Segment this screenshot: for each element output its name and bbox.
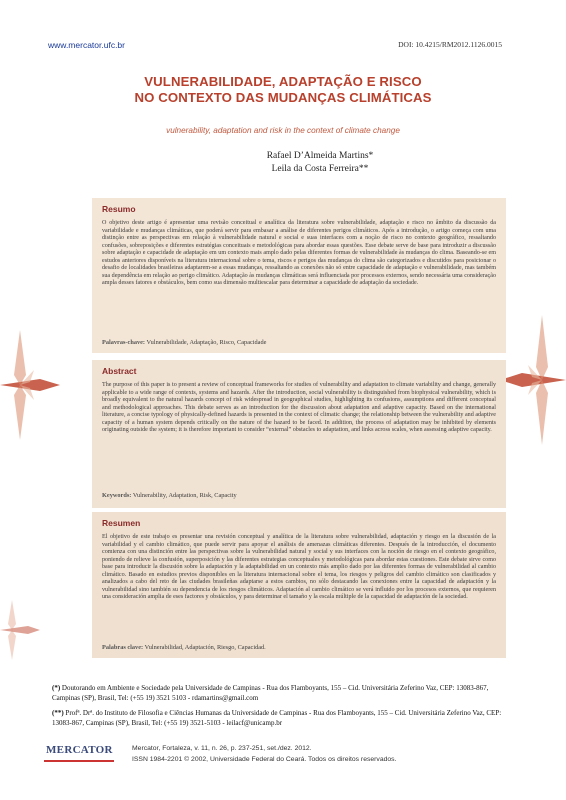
abstract-heading: Abstract xyxy=(102,366,137,376)
footnote-2 xyxy=(52,709,512,728)
footnote-1-text: Doutorando em Ambiente e Sociedade pela Universidade de Campinas - Rua dos Flamboyants, 155 – Cid. Universitária Zeferino Vaz, CEP: 13083-867, Campinas (SP), Brasil, Tel: (+55 19) 3521 5103 - rdamartins@gmail.com xyxy=(52,684,489,702)
title-line-2: NO CONTEXTO DAS MUDANÇAS CLIMÁTICAS xyxy=(134,90,432,105)
resumen-heading: Resumen xyxy=(102,518,141,528)
article-title xyxy=(60,74,506,106)
abstract-body: The purpose of this paper is to present a review of conceptual frameworks for studies of vulnerability and adaptation to climate variability and change, generally applicable to a wide range of contexts, systems and hazards. After the introduction, social vulnerability is distinguished from biophysical vulnerability, which is broadly equivalent to the natural hazards concept of risk widespread in geographical studies, highlighting its confusions, assumptions and different conceptual and methodological approaches. This debate serves as an introduction for the discussion about adaptation and adaptive capacity. Based on the international literature, a concise typology of physically-defined hazards is presented in the context of climatic change; the relationship between the vulnerability and adaptive capacity of a human system depends critically on the nature of the hazard to be faced. In addition, the process of adaptation may be inhibited by elements originating outside the system; it is therefore important to consider “external” obstacles to adaptation, and links across scales, when assessing adaptive capacity. xyxy=(102,382,496,433)
footnote-2-text: Profª. Drª. do Instituto de Filosofia e Ciências Humanas da Universidade de Campinas - Rua dos Flamboyants, 155 – Cid. Universitária Zeferino Vaz, CEP: 13083-867, Campinas (SP), Brasil, Tel: (+55 19) 3521-5103 - leilacf@unicamp.br xyxy=(52,709,502,727)
mercator-logo xyxy=(40,740,118,768)
author-2: Leila da Costa Ferreira** xyxy=(271,164,369,174)
abstract-keywords xyxy=(102,492,237,499)
resumen-section xyxy=(92,512,506,658)
resumo-keywords xyxy=(102,339,266,346)
resumo-keywords-text: Vulnerabilidade, Adaptação, Risco, Capacidade xyxy=(146,339,267,346)
footnote-2-mark: (**) xyxy=(52,709,64,717)
abstract-section xyxy=(92,360,506,508)
resumo-body: O objetivo deste artigo é apresentar uma revisão conceitual e analítica da literatura sobre vulnerabilidade, adaptação e risco no âmbito da discussão da variabilidade e mudanças climáticas, que poderá servir para embasar a análise de diferentes perigos climáticos. Após a introdução, o artigo começa com uma distinção entre as perspectivas em relação à vulnerabilidade natural e social e suas interfaces com a noção de risco no contexto geográfico, ressaltando confusões, sobreposições e diferentes estratégias conceituais e metodológicas para abordar essas questões. Esse debate serve de base para introduzir a discussão sobre adaptação e capacidade de adaptação em um contexto mais amplo dado pelas diferentes formas de vulnerabilidade às mudanças do clima. Baseando-se em estudos anteriores disponíveis na literatura internacional sobre o tema, riscos e perigos das mudanças do clima são categorizados e discutidos para posicionar o desafio de localidades brasileiras adaptarem-se a essas mudanças, ressaltando as conexões não só entre capacidade de adaptação e vulnerabilidade, mas também sua dependência em relação ao perigo climático. Adaptação às mudanças climáticas será influenciada por processos externos, sendo necessária uma consideração ampla desses fatores e obstáculos, bem como sua dimensão multiescalar para determinar a capacidade de adaptação da sociedade. xyxy=(102,220,496,286)
compass-star-bottom-left-icon xyxy=(0,600,40,660)
footnote-1-mark: (*) xyxy=(52,684,61,692)
resumo-keywords-label: Palavras-chave: xyxy=(102,339,146,346)
resumo-heading: Resumo xyxy=(102,204,136,214)
title-line-1: VULNERABILIDADE, ADAPTAÇÃO E RISCO xyxy=(144,74,422,89)
resumen-keywords-label: Palabras clave: xyxy=(102,644,144,651)
authors xyxy=(200,150,440,176)
journal-url[interactable]: www.mercator.ufc.br xyxy=(48,40,125,50)
citation-reference: Mercator, Fortaleza, v. 11, n. 26, p. 237-251, set./dez. 2012. xyxy=(132,745,312,752)
resumen-keywords xyxy=(102,644,266,651)
compass-star-right-icon xyxy=(500,315,566,445)
author-1: Rafael D’Almeida Martins* xyxy=(266,151,374,161)
abstract-keywords-label: Keywords: xyxy=(102,492,132,499)
citation xyxy=(132,743,396,765)
resumo-section xyxy=(92,198,506,353)
abstract-keywords-text: Vulnerability, Adaptation, Risk, Capacity xyxy=(132,492,237,499)
citation-issn: ISSN 1984-2201 © 2002, Universidade Federal do Ceará. Todos os direitos reservados. xyxy=(132,756,397,763)
doi: DOI: 10.4215/RM2012.1126.0015 xyxy=(398,40,502,49)
resumen-keywords-text: Vulnerabilidad, Adaptación, Riesgo, Capacidad. xyxy=(144,644,266,651)
article-subtitle: vulnerability, adaptation and risk in the context of climate change xyxy=(166,126,400,135)
resumen-body: El objetivo de este trabajo es presentar una revisión conceptual y analítica de la literatura sobre vulnerabilidad, adaptación y riesgo en la discusión de la variabilidad y el cambio climático, que puede servir para apoyar el análisis de amenazas climáticas diferentes. Después de la introducción, el documento comienza con una distinción entre las perspectivas sobre la vulnerabilidad natural y social y sus interfaces con la noción de riesgo en el contexto geográfico, poniendo de relieve la confusión, superposición y las diferentes estrategias conceptuales y metodológicas para abordar estas cuestiones. Este debate sirve como base para introducir la discusión sobre la adaptación y la adaptabilidad en un contexto más amplio dado por las diferentes formas de vulnerabilidad al cambio climático. Basado en estudios previos disponibles en la literatura internacional sobre el tema, los riesgos y peligros del cambio climático son clasificados y analizados a cabo del reto de las ciudades brasileñas adaptarse a estos cambios, no sólo destacando las conexiones entre la capacidad de adaptación y la vulnerabilidad sino también su dependencia de los riesgos climáticos. Adaptación al cambio climático se verá influido por los procesos externos, que requieren una consideración amplia de eses factores y obstáculos, y para determinar el tamaño y la escala múltiple de la capacidad de adaptación de la sociedad. xyxy=(102,534,496,600)
logo-accent-line xyxy=(44,760,114,762)
mercator-logo-text: MERCATOR xyxy=(46,744,113,756)
footnote-1 xyxy=(52,684,512,703)
compass-star-left-icon xyxy=(0,330,60,440)
